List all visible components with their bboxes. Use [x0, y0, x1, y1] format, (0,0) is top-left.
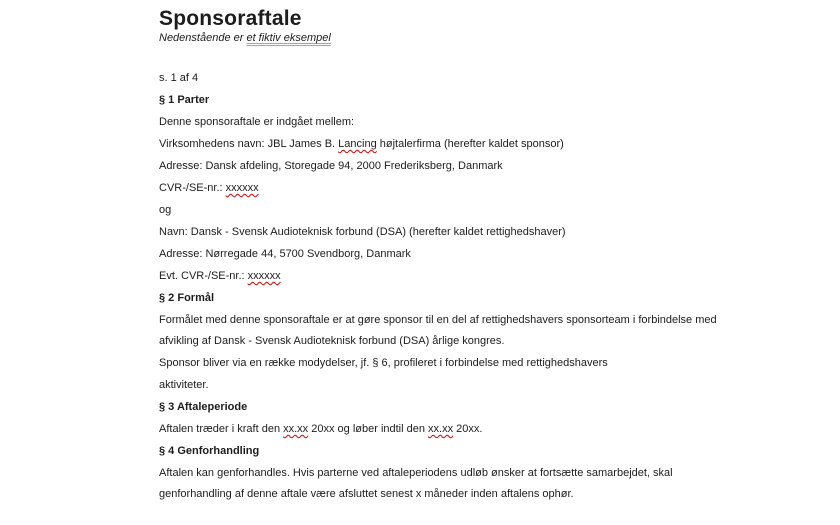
- text-run: s. 1 af 4: [159, 72, 199, 84]
- document-line: [159, 313, 719, 327]
- text-run: § 4 Genforhandling: [159, 445, 260, 457]
- text-run: Aftalen kan genforhandles. Hvis parterne ved aftaleperiodens udløb ønsker at fortsætte samarbejdet, skal: [159, 467, 673, 479]
- spellcheck-flagged-text[interactable]: xx.xx: [283, 423, 309, 435]
- text-run: § 1 Parter: [159, 94, 210, 106]
- text-run: 20xx.: [453, 423, 483, 435]
- document-line: [159, 71, 719, 85]
- text-run: § 3 Aftaleperiode: [159, 401, 248, 413]
- text-run: aktiviteter.: [159, 379, 209, 391]
- grammar-flagged-text[interactable]: et fiktiv eksempel: [246, 32, 331, 44]
- document-title: Sponsoraftale: [159, 7, 302, 30]
- document-canvas[interactable]: [159, 6, 719, 501]
- document-line: [159, 356, 719, 370]
- document-subtitle: [159, 32, 719, 45]
- text-run: genforhandling af denne aftale være afsluttet senest x måneder inden aftalens ophør.: [159, 488, 574, 500]
- document-line: [159, 159, 719, 173]
- text-run: 20xx og løber indtil den: [308, 423, 429, 435]
- text-run: Formålet med denne sponsoraftale er at gøre sponsor til en del af rettighedshavers sponsorteam i forbindelse med: [159, 314, 717, 326]
- text-run: afvikling af Dansk - Svensk Audioteknisk forbund (DSA) årlige kongres.: [159, 335, 505, 347]
- text-run: Denne sponsoraftale er indgået mellem:: [159, 116, 355, 128]
- text-run: § 2 Formål: [159, 292, 215, 304]
- document-line: [159, 203, 719, 217]
- text-run: og: [159, 204, 172, 216]
- document-line: [159, 466, 719, 480]
- spellcheck-flagged-text[interactable]: xx.xx: [428, 423, 454, 435]
- document-line: [159, 334, 719, 348]
- section-heading: [159, 400, 719, 414]
- section-heading: [159, 444, 719, 458]
- document-body: [159, 71, 719, 501]
- spellcheck-flagged-text[interactable]: xxxxxx: [247, 270, 281, 282]
- section-heading: [159, 291, 719, 305]
- text-run: Sponsor bliver via en række modydelser, jf. § 6, profileret i forbindelse med rettighedshavers: [159, 357, 608, 369]
- text-run: Adresse: Nørregade 44, 5700 Svendborg, Danmark: [159, 248, 411, 260]
- text-run: højtalerfirma (herefter kaldet sponsor): [376, 138, 564, 150]
- text-run: Aftalen træder i kraft den: [159, 423, 284, 435]
- spellcheck-flagged-text[interactable]: xxxxxx: [225, 182, 259, 194]
- text-run: Evt. CVR-/SE-nr.:: [159, 270, 248, 282]
- document-line: [159, 181, 719, 195]
- document-line: [159, 115, 719, 129]
- text-run: Navn: Dansk - Svensk Audioteknisk forbund (DSA) (herefter kaldet rettighedshaver): [159, 226, 566, 238]
- spellcheck-flagged-text[interactable]: Lancing: [338, 138, 377, 150]
- text-run: Virksomhedens navn: JBL James B.: [159, 138, 339, 150]
- document-line: [159, 378, 719, 392]
- text-run: Adresse: Dansk afdeling, Storegade 94, 2000 Frederiksberg, Danmark: [159, 160, 503, 172]
- document-line: [159, 247, 719, 261]
- document-line: [159, 487, 719, 501]
- subtitle-text: Nedenstående er: [159, 32, 247, 44]
- document-line: [159, 269, 719, 283]
- document-line: [159, 137, 719, 151]
- section-heading: [159, 93, 719, 107]
- document-line: [159, 422, 719, 436]
- text-run: CVR-/SE-nr.:: [159, 182, 226, 194]
- document-line: [159, 225, 719, 239]
